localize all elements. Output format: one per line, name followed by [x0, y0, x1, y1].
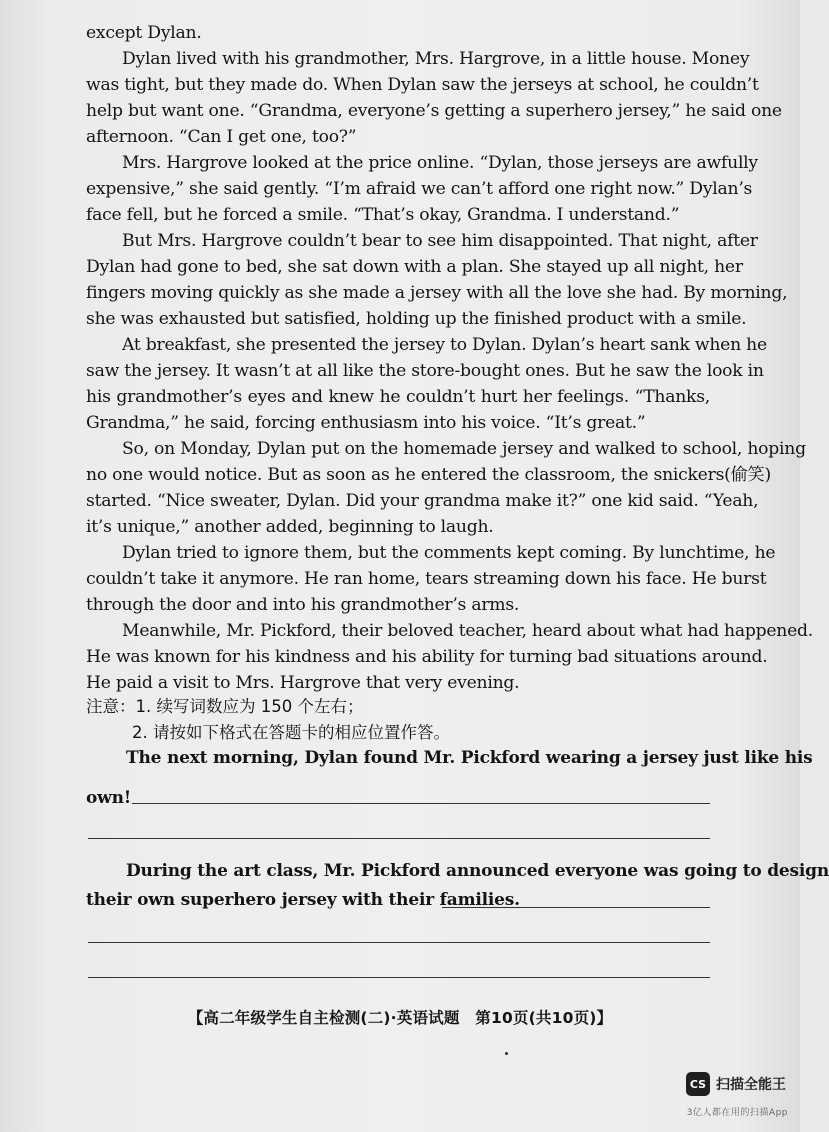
continuation-prompt-2-end: their own superhero jersey with their families. — [86, 890, 520, 910]
passage-line: Grandma,” he said, forcing enthusiasm into his voice. “It’s great.” — [86, 413, 646, 433]
passage-line: So, on Monday, Dylan put on the homemade jersey and walked to school, hoping — [122, 439, 806, 459]
passage-line: no one would notice. But as soon as he entered the classroom, the snickers(偷笑) — [86, 465, 771, 485]
passage-line: Mrs. Hargrove looked at the price online. “Dylan, those jerseys are awfully — [122, 153, 758, 173]
instruction-note-2: 2. 请按如下格式在答题卡的相应位置作答。 — [132, 723, 450, 742]
passage-line: Meanwhile, Mr. Pickford, their beloved teacher, heard about what had happened. — [122, 621, 813, 641]
passage-line: Dylan tried to ignore them, but the comments kept coming. By lunchtime, he — [122, 543, 776, 563]
passage-line: started. “Nice sweater, Dylan. Did your grandma make it?” one kid said. “Yeah, — [86, 491, 759, 511]
passage-line: Dylan lived with his grandmother, Mrs. Hargrove, in a little house. Money — [122, 49, 750, 69]
passage-line: was tight, but they made do. When Dylan saw the jerseys at school, he couldn’t — [86, 75, 759, 95]
passage-line: except Dylan. — [86, 23, 202, 43]
passage-line: couldn’t take it anymore. He ran home, tears streaming down his face. He burst — [86, 569, 767, 589]
passage-line: He was known for his kindness and his ability for turning bad situations around. — [86, 647, 768, 667]
passage-line: But Mrs. Hargrove couldn’t bear to see him disappointed. That night, after — [122, 231, 758, 251]
passage-line: At breakfast, she presented the jersey to Dylan. Dylan’s heart sank when he — [122, 335, 767, 355]
passage-line: help but want one. “Grandma, everyone’s getting a superhero jersey,” he said one — [86, 101, 782, 121]
passage-line: she was exhausted but satisfied, holding up the finished product with a smile. — [86, 309, 747, 329]
passage-line: saw the jersey. It wasn’t at all like the store-bought ones. But he saw the look in — [86, 361, 764, 381]
scanner-tagline: 3亿人都在用的扫描App — [686, 1108, 788, 1118]
passage-line: face fell, but he forced a smile. “That’s okay, Grandma. I understand.” — [86, 205, 680, 225]
answer-line — [88, 838, 710, 839]
answer-line — [132, 803, 710, 804]
instruction-note-1: 注意：1. 续写词数应为 150 个左右； — [86, 697, 364, 716]
passage-line: expensive,” she said gently. “I’m afraid we can’t afford one right now.” Dylan’s — [86, 179, 753, 199]
continuation-prompt-1-end: own! — [86, 788, 131, 808]
page-footer: 【高二年级学生自主检测(二)·英语试题 第10页(共10页)】 — [187, 1009, 613, 1027]
answer-line — [88, 942, 710, 943]
continuation-prompt-2: During the art class, Mr. Pickford announced everyone was going to design — [126, 861, 829, 881]
passage-line: He paid a visit to Mrs. Hargrove that very evening. — [86, 673, 520, 693]
camscanner-logo-icon: CS — [686, 1072, 710, 1096]
answer-line — [442, 907, 710, 908]
passage-line: his grandmother’s eyes and knew he couldn’t hurt her feelings. “Thanks, — [86, 387, 710, 407]
continuation-prompt-1: The next morning, Dylan found Mr. Pickford wearing a jersey just like his — [126, 748, 813, 768]
passage-line: it’s unique,” another added, beginning to laugh. — [86, 517, 494, 537]
passage-line: Dylan had gone to bed, she sat down with a plan. She stayed up all night, her — [86, 257, 743, 277]
passage-line: fingers moving quickly as she made a jersey with all the love she had. By morning, — [86, 283, 788, 303]
answer-line — [88, 977, 710, 978]
scan-speck — [505, 1052, 508, 1055]
scanner-app-name: 扫描全能王 — [716, 1077, 786, 1093]
passage-line: afternoon. “Can I get one, too?” — [86, 127, 357, 147]
scanner-watermark — [686, 1072, 786, 1096]
passage-line: through the door and into his grandmother’s arms. — [86, 595, 520, 615]
